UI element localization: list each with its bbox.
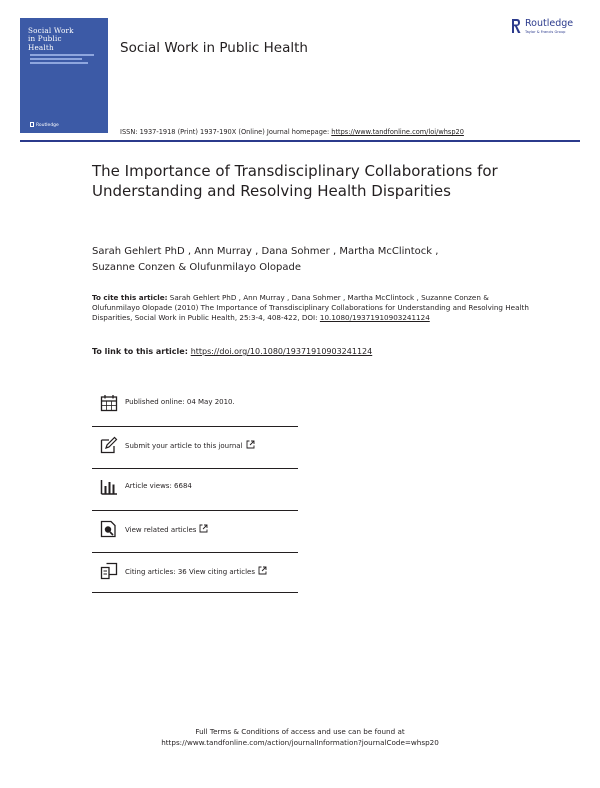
divider (92, 468, 298, 469)
citation-block (92, 293, 532, 324)
cover-title (28, 27, 104, 52)
submit-row[interactable] (92, 436, 298, 472)
published-row (92, 394, 298, 430)
article-link-line (92, 347, 372, 356)
cover-decoration (30, 58, 82, 60)
calendar-icon (100, 394, 118, 412)
citing-documents-icon (100, 562, 118, 580)
journal-name[interactable]: Social Work in Public Health (120, 40, 308, 56)
cover-publisher-mark: Routledge (30, 122, 59, 128)
publisher-tagline: Taylor & Francis Group (525, 30, 566, 34)
divider (92, 510, 298, 511)
published-date: Published online: 04 May 2010. (125, 398, 235, 406)
search-document-icon (100, 520, 118, 538)
submit-article-link[interactable]: Submit your article to this journal (125, 440, 255, 450)
terms-footer (0, 726, 600, 748)
issn-text: ISSN: 1937-1918 (Print) 1937-190X (Online) Journal homepage: (120, 128, 332, 136)
authors-line: Sarah Gehlert PhD , Ann Murray , Dana Sohmer , Martha McClintock , (92, 246, 439, 257)
authors-line: Suzanne Conzen & Olufunmilayo Olopade (92, 261, 301, 273)
related-articles-link[interactable]: View related articles (125, 524, 208, 534)
related-row[interactable] (92, 520, 298, 556)
article-authors (92, 244, 552, 275)
article-title: The Importance of Transdisciplinary Collaborations for Understanding and Resolving Health Disparities (92, 162, 498, 200)
terms-url-link[interactable]: https://www.tandfonline.com/action/journalInformation?journalCode=whsp20 (161, 738, 439, 747)
cover-title-line: Health (28, 42, 54, 52)
divider (92, 592, 298, 593)
publisher-name: Routledge (525, 18, 574, 29)
journal-cover-image (20, 18, 108, 133)
journal-homepage-link[interactable]: https://www.tandfonline.com/loi/whsp20 (331, 128, 464, 136)
bar-chart-icon (100, 478, 118, 496)
cover-title-line: in Public (28, 34, 62, 44)
views-row (92, 478, 298, 514)
article-url-link[interactable]: https://doi.org/10.1080/19371910903241124 (190, 347, 373, 356)
external-link-icon (199, 524, 208, 533)
divider (92, 552, 298, 553)
link-label: To link to this article: (92, 347, 191, 356)
cover-decoration (30, 62, 88, 64)
article-views: Article views: 6684 (125, 482, 192, 490)
publisher-logo[interactable] (511, 18, 593, 40)
cover-decoration (30, 54, 94, 56)
external-link-icon (258, 566, 267, 575)
cover-title-line: Social Work (28, 26, 74, 35)
cite-text: Sarah Gehlert PhD , Ann Murray , Dana Sohmer , Martha McClintock , Suzanne Conzen & Olufunmilayo Olopade (2010) The Importance of Transdisciplinary Collaborations for Understanding and Resolving Health Disparities, Social Work in Public Health, 25:3-4, 408-422, DOI: (92, 293, 529, 323)
terms-text: Full Terms & Conditions of access and use can be found at (195, 727, 405, 736)
article-info-list (92, 394, 298, 594)
header-divider (20, 140, 580, 142)
issn-line (120, 128, 464, 136)
external-link-icon (246, 440, 255, 449)
edit-icon (100, 436, 118, 454)
citing-articles-link[interactable]: Citing articles: 36 View citing articles (125, 566, 267, 576)
doi-link[interactable]: 10.1080/19371910903241124 (319, 313, 430, 323)
divider (92, 426, 298, 427)
routledge-r-icon (511, 18, 521, 34)
cite-label: To cite this article: (92, 293, 168, 302)
